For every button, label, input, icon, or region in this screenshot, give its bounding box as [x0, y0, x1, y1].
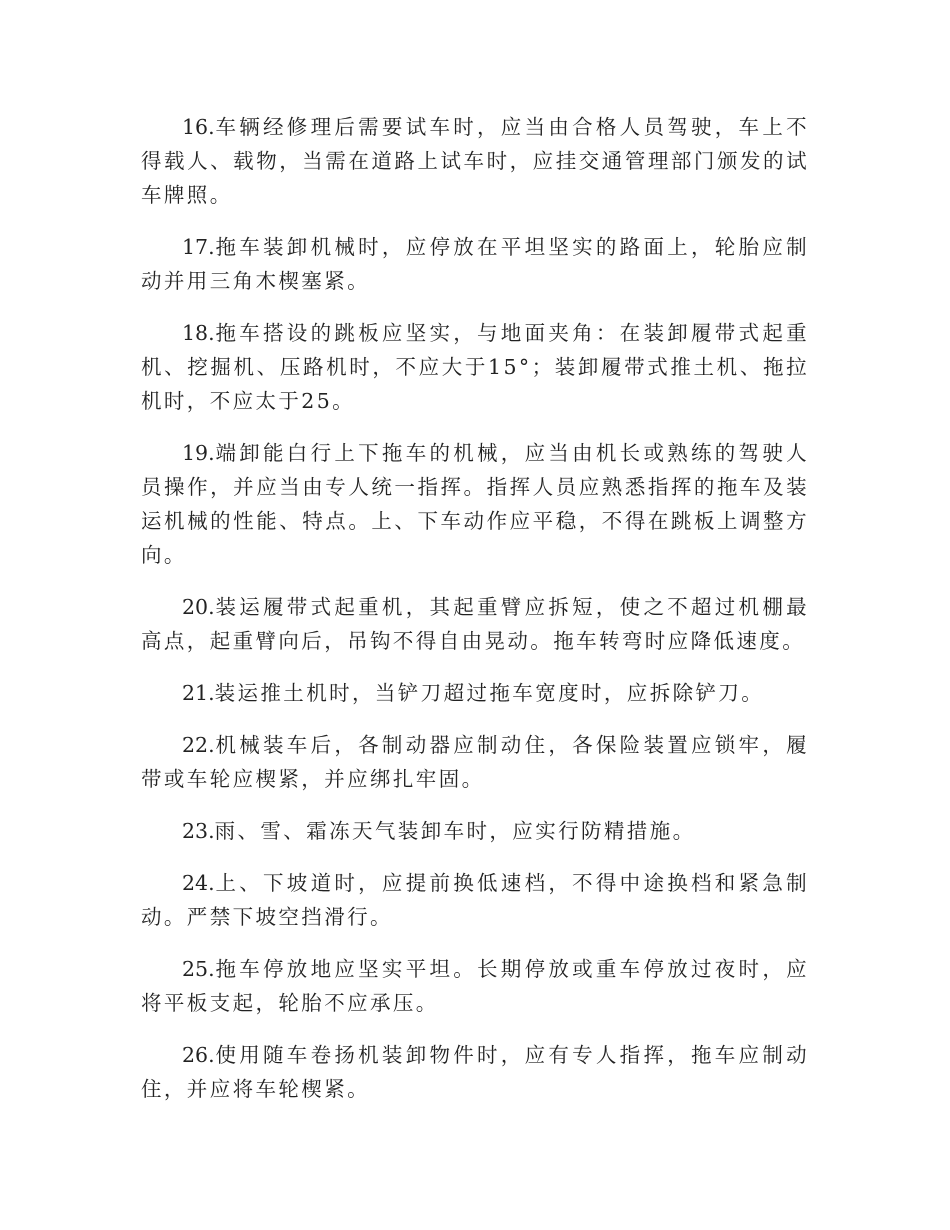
item-number: 16.	[182, 115, 215, 139]
paragraph-text: 端卸能白行上下拖车的机械，应当由机长或熟练的驾驶人员操作，并应当由专人统一指挥。指挥人员应熟悉指挥的拖车及装运机械的性能、特点。上、下车动作应平稳，不得在跳板上调整方向。	[141, 441, 809, 567]
item-number: 20.	[182, 595, 215, 619]
item-number: 25.	[182, 957, 215, 981]
paragraph-text: 使用随车卷扬机装卸物件时，应有专人指挥，拖车应制动住，并应将车轮楔紧。	[141, 1043, 809, 1101]
paragraph-text: 拖车装卸机械时，应停放在平坦坚实的路面上，轮胎应制动并用三角木楔塞紧。	[141, 235, 809, 293]
paragraph-22	[141, 728, 809, 796]
paragraph-21	[141, 676, 809, 710]
item-number: 18.	[182, 321, 215, 345]
paragraph-26	[141, 1038, 809, 1106]
paragraph-text: 拖车搭设的跳板应坚实，与地面夹角：在装卸履带式起重机、挖掘机、压路机时，不应大于15°；装卸履带式推土机、拖拉机时，不应太于25。	[141, 321, 809, 413]
document-body	[141, 110, 809, 1124]
paragraph-20	[141, 590, 809, 658]
paragraph-text: 拖车停放地应坚实平坦。长期停放或重车停放过夜时，应将平板支起，轮胎不应承压。	[141, 957, 809, 1015]
paragraph-text: 雨、雪、霜冻天气装卸车时，应实行防精措施。	[214, 819, 696, 843]
item-number: 23.	[182, 819, 215, 843]
item-number: 22.	[182, 733, 215, 757]
paragraph-text: 装运履带式起重机，其起重臂应拆短，使之不超过机棚最高点，起重臂向后，吊钩不得自由晃动。拖车转弯时应降低速度。	[141, 595, 809, 653]
item-number: 26.	[182, 1043, 215, 1067]
item-number: 17.	[182, 235, 215, 259]
paragraph-text: 上、下坡道时，应提前换低速档，不得中途换档和紧急制动。严禁下坡空挡滑行。	[141, 871, 809, 929]
item-number: 19.	[182, 441, 215, 465]
paragraph-23	[141, 814, 809, 848]
item-number: 21.	[182, 681, 215, 705]
paragraph-19	[141, 436, 809, 572]
paragraph-text: 机械装车后，各制动器应制动住，各保险装置应锁牢，履带或车轮应楔紧，并应绑扎牢固。	[141, 733, 809, 791]
paragraph-24	[141, 866, 809, 934]
paragraph-text: 装运推土机时，当铲刀超过拖车宽度时，应拆除铲刀。	[214, 681, 765, 705]
paragraph-25	[141, 952, 809, 1020]
paragraph-18	[141, 316, 809, 418]
paragraph-17	[141, 230, 809, 298]
item-number: 24.	[182, 871, 215, 895]
paragraph-16	[141, 110, 809, 212]
paragraph-text: 车辆经修理后需要试车时，应当由合格人员驾驶，车上不得载人、载物，当需在道路上试车时，应挂交通管理部门颁发的试车牌照。	[141, 115, 809, 207]
